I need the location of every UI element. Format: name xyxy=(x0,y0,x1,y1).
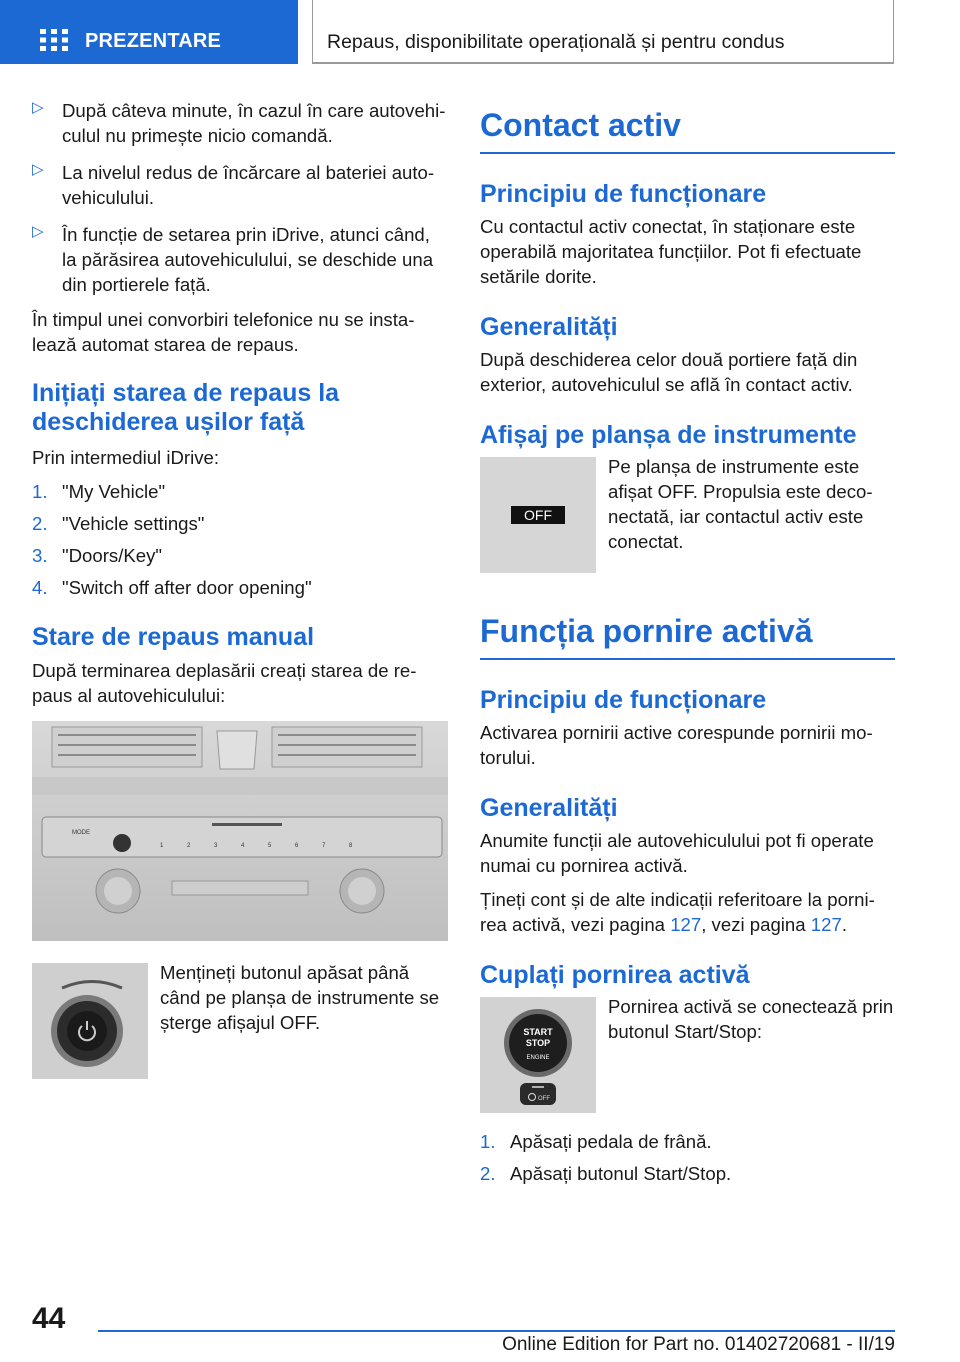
paragraph: Prin intermediul iDrive: xyxy=(32,447,220,468)
page-header xyxy=(0,0,960,66)
off-display-photo xyxy=(480,457,596,573)
paragraph: După deschiderea celor două portiere față din exterior, autovehiculul se află în contact activ. xyxy=(480,349,858,395)
list-item xyxy=(32,479,448,504)
power-button-photo xyxy=(32,963,148,1079)
section-heading: Generalități xyxy=(480,794,618,822)
page-link[interactable]: 127 xyxy=(670,914,702,935)
button-instruction xyxy=(32,963,448,1079)
chapter-heading: Funcția pornire activă xyxy=(480,613,813,649)
bullet-item xyxy=(32,222,448,297)
paragraph: După terminarea deplasării creați starea de re-paus al autovehiculului: xyxy=(32,660,417,706)
preset-label: 3 xyxy=(214,843,218,849)
reference-text: . xyxy=(841,914,847,935)
start-label: START xyxy=(523,1027,553,1037)
page-number: 44 xyxy=(32,1302,66,1335)
paragraph: Cu contactul activ conectat, în staționare este operabilă majoritatea funcțiilor. Pot fi efectuate setările dorite. xyxy=(480,216,862,287)
list-item xyxy=(480,1161,895,1186)
list-text: "Switch off after door opening" xyxy=(62,577,312,598)
list-item xyxy=(32,511,448,536)
preset-label: 8 xyxy=(349,843,353,849)
triangle-bullet-icon: ▷ xyxy=(32,161,44,178)
list-number: 2. xyxy=(480,1163,496,1184)
reference-paragraph xyxy=(480,887,895,937)
start-stop-button-photo xyxy=(480,997,596,1113)
section-heading: Generalități xyxy=(480,313,618,341)
bullet-text: După câteva minute, în cazul în care autovehi-culul nu primește nicio comandă. xyxy=(62,100,446,146)
list-text: Apăsați butonul Start/Stop. xyxy=(510,1163,732,1184)
section-tab-label: PREZENTARE xyxy=(85,30,222,52)
bullet-text: La nivelul redus de încărcare al bateriei auto-vehiculului. xyxy=(62,162,435,208)
reference-text: Țineți cont și de alte indicații referitoare la porni-rea activă, vezi pagina xyxy=(480,889,875,935)
triangle-bullet-icon: ▷ xyxy=(32,99,44,116)
engine-label: ENGINE xyxy=(526,1055,550,1061)
stop-label: STOP xyxy=(525,1038,551,1048)
off-badge-text: OFF xyxy=(524,507,552,523)
bullet-item xyxy=(32,98,448,148)
button-caption: Mențineți butonul apăsat până când pe planșa de instrumente se șterge afișajul OFF. xyxy=(160,962,440,1033)
triangle-bullet-icon: ▷ xyxy=(32,223,44,240)
left-column xyxy=(32,98,448,1079)
list-number: 1. xyxy=(32,481,48,502)
list-item xyxy=(480,1129,895,1154)
page-link[interactable]: 127 xyxy=(810,914,842,935)
start-stop-caption: Pornirea activă se conectează prin butonul Start/Stop: xyxy=(608,996,894,1042)
list-item xyxy=(32,543,448,568)
chapter-tab[interactable] xyxy=(312,0,894,64)
start-stop-instruction xyxy=(480,997,895,1113)
reference-text: , vezi pagina xyxy=(701,914,811,935)
list-text: "Vehicle settings" xyxy=(62,513,205,534)
section-heading: Principiu de funcționare xyxy=(480,180,767,208)
list-text: "My Vehicle" xyxy=(62,481,166,502)
preset-label: 5 xyxy=(268,843,272,849)
section-heading: Stare de repaus manual xyxy=(32,623,315,651)
list-text: Apăsați pedala de frână. xyxy=(510,1131,712,1152)
footer-rule xyxy=(98,1330,895,1332)
grid-menu-icon xyxy=(40,29,68,51)
chapter-title: Repaus, disponibilitate operațională și pentru condus xyxy=(327,31,785,53)
paragraph: În timpul unei convorbiri telefonice nu se insta-lează automat starea de repaus. xyxy=(32,309,415,355)
list-number: 1. xyxy=(480,1131,496,1152)
bullet-text: În funcție de setarea prin iDrive, atunci când, la părăsirea autovehiculului, se deschide una din portierele față. xyxy=(62,224,434,295)
paragraph: Activarea pornirii active corespunde pornirii mo-torului. xyxy=(480,722,873,768)
chapter-heading: Contact activ xyxy=(480,107,681,143)
paragraph: Anumite funcții ale autovehiculului pot fi operate numai cu pornirea activă. xyxy=(480,830,874,876)
center-console-photo xyxy=(32,721,448,941)
off-label: OFF xyxy=(538,1096,550,1102)
preset-label: 6 xyxy=(295,843,299,849)
right-column xyxy=(480,98,895,1193)
edition-footer: Online Edition for Part no. 01402720681 - II/19 xyxy=(502,1334,895,1355)
display-instruction xyxy=(480,457,895,573)
preset-label: 4 xyxy=(241,843,245,849)
section-tab[interactable] xyxy=(0,0,298,64)
preset-label: 1 xyxy=(160,843,164,849)
list-text: "Doors/Key" xyxy=(62,545,163,566)
heading-rule xyxy=(480,658,895,660)
display-caption: Pe planșa de instrumente este afișat OFF. Propulsia este deco-nectată, iar contactul activ este conectat. xyxy=(608,456,873,552)
list-number: 4. xyxy=(32,577,48,598)
section-heading: Principiu de funcționare xyxy=(480,686,767,714)
preset-label: 7 xyxy=(322,843,326,849)
list-number: 2. xyxy=(32,513,48,534)
mode-button-label: MODE xyxy=(72,830,90,836)
section-heading: Inițiați starea de repaus la deschiderea ușilor față xyxy=(32,379,340,436)
section-heading: Cuplați pornirea activă xyxy=(480,961,750,989)
preset-label: 2 xyxy=(187,843,191,849)
bullet-item xyxy=(32,160,448,210)
section-heading: Afișaj pe planșa de instrumente xyxy=(480,421,857,449)
list-item xyxy=(32,575,448,600)
list-number: 3. xyxy=(32,545,48,566)
heading-rule xyxy=(480,152,895,154)
